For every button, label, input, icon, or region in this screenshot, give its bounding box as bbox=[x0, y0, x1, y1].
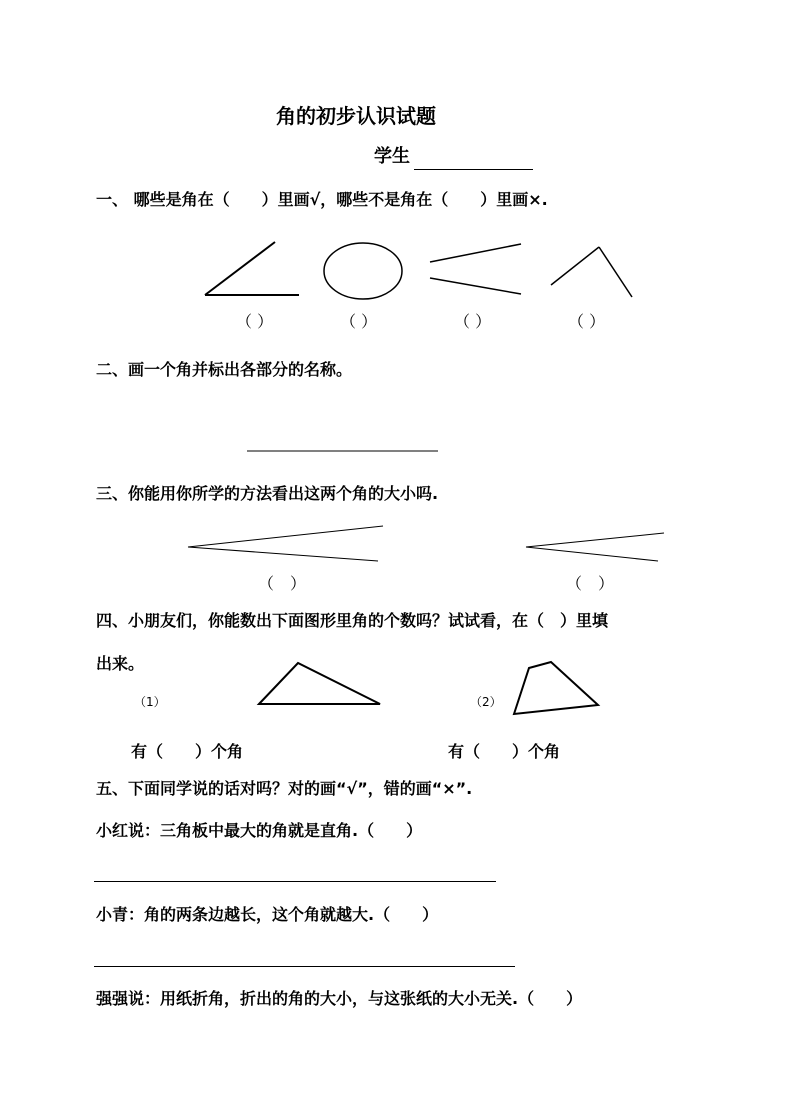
student-label: 学生 bbox=[374, 146, 410, 167]
q4-label-2: （2） bbox=[470, 695, 502, 709]
q5-answer-line-2[interactable] bbox=[94, 966, 515, 967]
q3-bracket-left[interactable]: （ ） bbox=[258, 574, 307, 593]
q4-prompt-cont: 出来。 bbox=[96, 654, 145, 673]
q3-angle-right bbox=[526, 533, 664, 561]
q1-prompt: 一、 哪些是角在（ ）里画√，哪些不是角在（ ）里画×. bbox=[96, 190, 548, 209]
q1-figure-angle-2 bbox=[551, 247, 632, 297]
q1-bracket-1[interactable]: （ ） bbox=[236, 312, 274, 331]
q2-prompt: 二、画一个角并标出各部分的名称。 bbox=[96, 360, 353, 379]
q1-bracket-4[interactable]: （ ） bbox=[568, 312, 606, 331]
q1-figure-circle bbox=[324, 243, 402, 299]
q4-triangle bbox=[259, 663, 380, 704]
q5-statement-1[interactable]: 小红说：三角板中最大的角就是直角.（ ） bbox=[96, 821, 423, 840]
page-title: 角的初步认识试题 bbox=[276, 104, 436, 128]
q1-figure-open-lines bbox=[430, 244, 521, 294]
q1-bracket-3[interactable]: （ ） bbox=[454, 312, 492, 331]
q1-figure-angle bbox=[205, 242, 299, 295]
q3-bracket-right[interactable]: （ ） bbox=[566, 574, 615, 593]
q5-statement-3[interactable]: 强强说：用纸折角，折出的角的大小，与这张纸的大小无关.（ ） bbox=[96, 989, 583, 1008]
q5-prompt: 五、下面同学说的话对吗？对的画“√”，错的画“×”. bbox=[96, 779, 473, 798]
q5-answer-line-1[interactable] bbox=[94, 881, 496, 882]
q3-angle-left bbox=[188, 526, 383, 561]
q5-statement-2[interactable]: 小青：角的两条边越长，这个角就越大.（ ） bbox=[96, 905, 439, 924]
q4-prompt: 四、小朋友们，你能数出下面图形里角的个数吗？试试看，在（ ）里填 bbox=[96, 611, 609, 630]
q1-bracket-2[interactable]: （ ） bbox=[340, 312, 378, 331]
q4-quadrilateral bbox=[514, 662, 598, 714]
q4-answer-2[interactable]: 有（ ）个角 bbox=[448, 742, 561, 761]
q3-prompt: 三、你能用你所学的方法看出这两个角的大小吗. bbox=[96, 484, 439, 503]
q4-answer-1[interactable]: 有（ ）个角 bbox=[131, 742, 244, 761]
q4-label-1: （1） bbox=[134, 695, 166, 709]
